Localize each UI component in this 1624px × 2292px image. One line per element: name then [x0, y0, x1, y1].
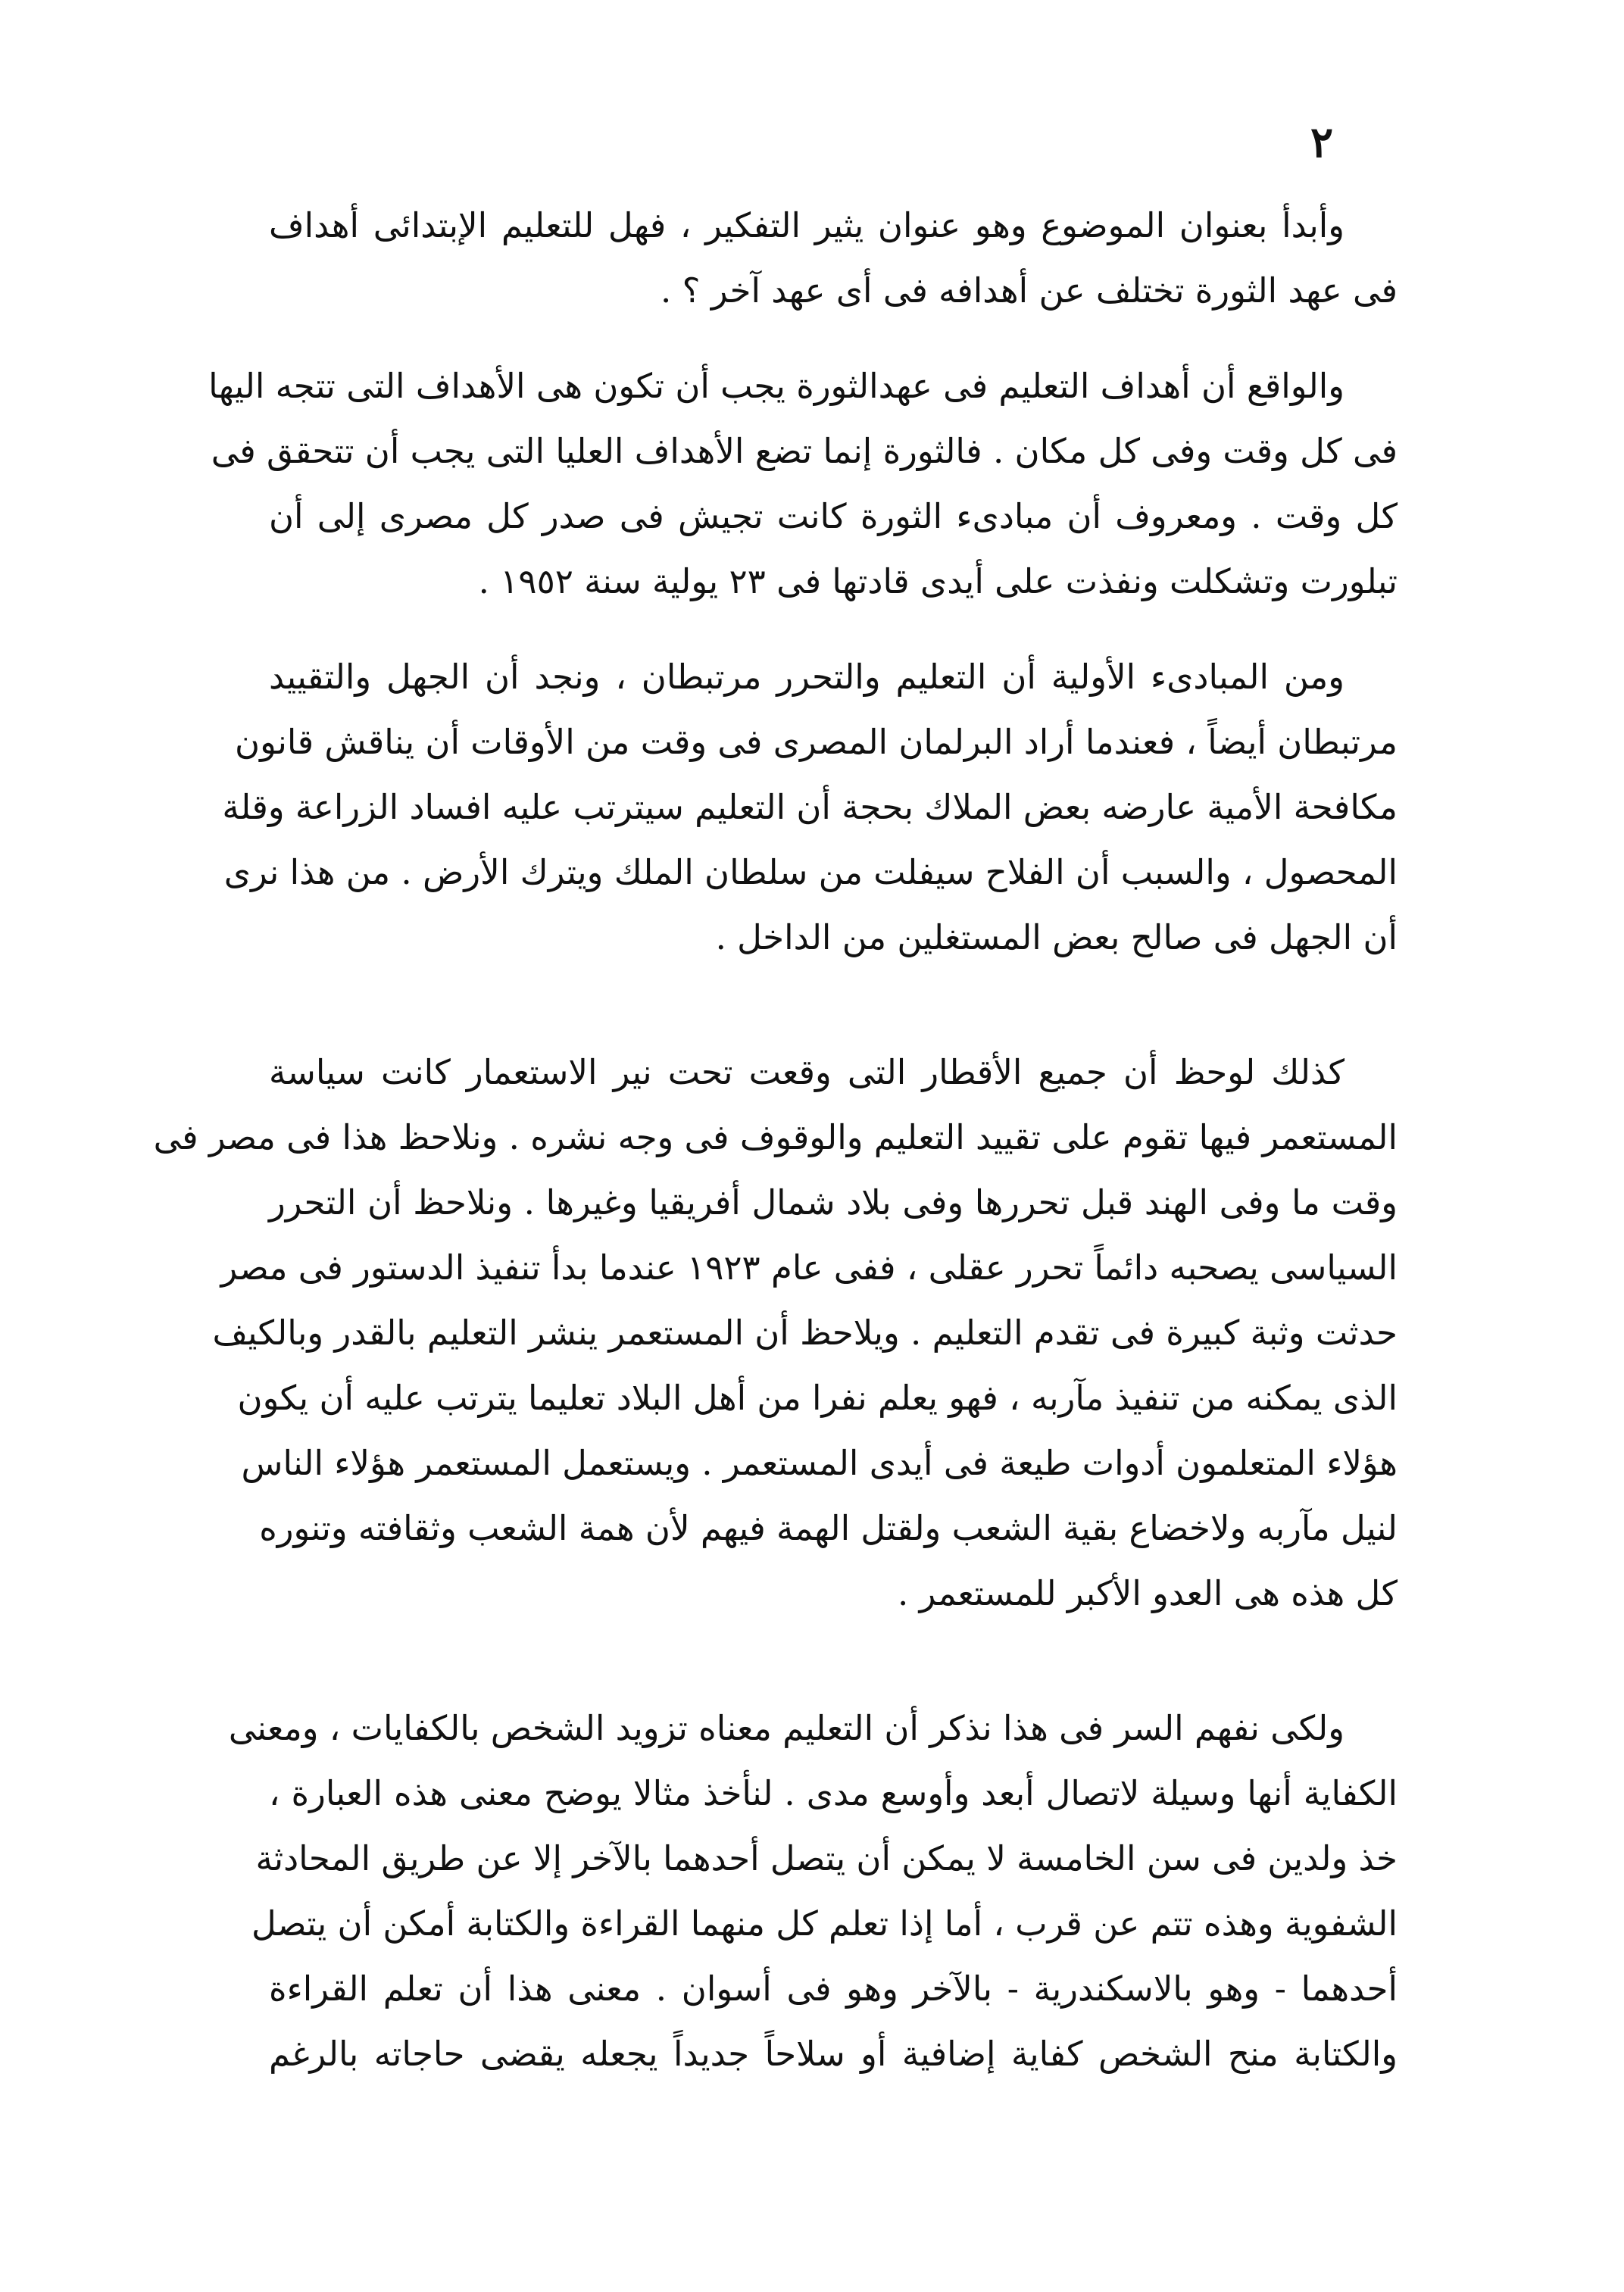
text-line: كذلك لوحظ أن جميع الأقطار التى وقعت تحت نير الاستعمار كانت سياسة — [269, 1052, 1344, 1092]
text-line: مكافحة الأمية عارضه بعض الملاك بحجة أن التعليم سيترتب عليه افساد الزراعة وقلة — [222, 787, 1398, 827]
text-line: فى عهد الثورة تختلف عن أهدافه فى أى عهد آخر ؟ . — [661, 270, 1398, 311]
text-line: وأبدأ بعنوان الموضوع وهو عنوان يثير التفكير ، فهل للتعليم الإبتدائى أهداف — [269, 205, 1344, 245]
text-line: ولكى نفهم السر فى هذا نذكر أن التعليم معناه تزويد الشخص بالكفايات ، ومعنى — [228, 1708, 1344, 1748]
text-line: الشفوية وهذه تتم عن قرب ، أما إذا تعلم كل منهما القراءة والكتابة أمكن أن يتصل — [251, 1903, 1398, 1944]
text-line: هؤلاء المتعلمون أدوات طيعة فى أيدى المستعمر . ويستعمل المستعمر هؤلاء الناس — [241, 1443, 1398, 1483]
text-line: أحدهما - وهو بالاسكندرية - بالآخر وهو فى أسوان . معنى هذا أن تعلم القراءة — [269, 1969, 1398, 2009]
body-text — [153, 193, 1398, 2087]
text-line: الذى يمكنه من تنفيذ مآربه ، فهو يعلم نفرا من أهل البلاد تعليما يترتب عليه أن يكون — [237, 1378, 1398, 1418]
text-line: السياسى يصحبه دائماً تحرر عقلى ، ففى عام ١٩٢٣ عندما بدأ تنفيذ الدستور فى مصر — [220, 1247, 1398, 1288]
text-line: ومن المبادىء الأولية أن التعليم والتحرر مرتبطان ، ونجد أن الجهل والتقييد — [269, 657, 1344, 697]
text-line: والواقع أن أهداف التعليم فى عهدالثورة يجب أن تكون هى الأهداف التى تتجه اليها — [208, 366, 1344, 406]
text-line: المستعمر فيها تقوم على تقييد التعليم والوقوف فى وجه نشره . ونلاحظ هذا فى مصر فى — [153, 1117, 1398, 1157]
text-line: كل هذه هى العدو الأكبر للمستعمر . — [898, 1573, 1398, 1613]
paragraph-3 — [222, 645, 1398, 970]
text-line: فى كل وقت وفى كل مكان . فالثورة إنما تضع الأهداف العليا التى يجب أن تتحقق فى — [211, 431, 1398, 471]
text-line: المحصول ، والسبب أن الفلاح سيفلت من سلطان الملك ويترك الأرض . من هذا نرى — [223, 852, 1398, 892]
paragraph-spacer — [269, 323, 1398, 354]
paragraph-2 — [208, 354, 1398, 614]
paragraph-spacer — [269, 970, 1398, 1040]
text-line: تبلورت وتشكلت ونفذت على أيدى قادتها فى ٢٣ يولية سنة ١٩٥٢ . — [478, 561, 1398, 601]
text-line: خذ ولدين فى سن الخامسة لا يمكن أن يتصل أحدهما بالآخر إلا عن طريق المحادثة — [255, 1838, 1398, 1878]
paragraph-4 — [153, 1040, 1398, 1626]
paragraph-spacer — [269, 1626, 1398, 1696]
text-line: أن الجهل فى صالح بعض المستغلين من الداخل . — [715, 917, 1398, 957]
text-line: حدثت وثبة كبيرة فى تقدم التعليم . ويلاحظ أن المستعمر ينشر التعليم بالقدر وبالكيف — [212, 1313, 1398, 1353]
text-line: والكتابة منح الشخص كفاية إضافية أو سلاحاً جديداً يجعله يقضى حاجاته بالرغم — [269, 2034, 1398, 2074]
text-line: كل وقت . ومعروف أن مبادىء الثورة كانت تجيش فى صدر كل مصرى إلى أن — [269, 496, 1398, 536]
paragraph-1 — [269, 193, 1398, 323]
text-line: وقت ما وفى الهند قبل تحررها وفى بلاد شمال أفريقيا وغيرها . ونلاحظ أن التحرر — [269, 1182, 1398, 1223]
page-number: ٢ — [1310, 117, 1334, 167]
text-line: الكفاية أنها وسيلة لاتصال أبعد وأوسع مدى . لنأخذ مثالا يوضح معنى هذه العبارة ، — [269, 1773, 1398, 1813]
paragraph-spacer — [269, 614, 1398, 645]
paragraph-5 — [228, 1696, 1398, 2087]
text-line: لنيل مآربه ولاخضاع بقية الشعب ولقتل الهمة فيهم لأن همة الشعب وثقافته وتنوره — [259, 1508, 1398, 1548]
text-line: مرتبطان أيضاً ، فعندما أراد البرلمان المصرى فى وقت من الأوقات أن يناقش قانون — [235, 722, 1398, 762]
